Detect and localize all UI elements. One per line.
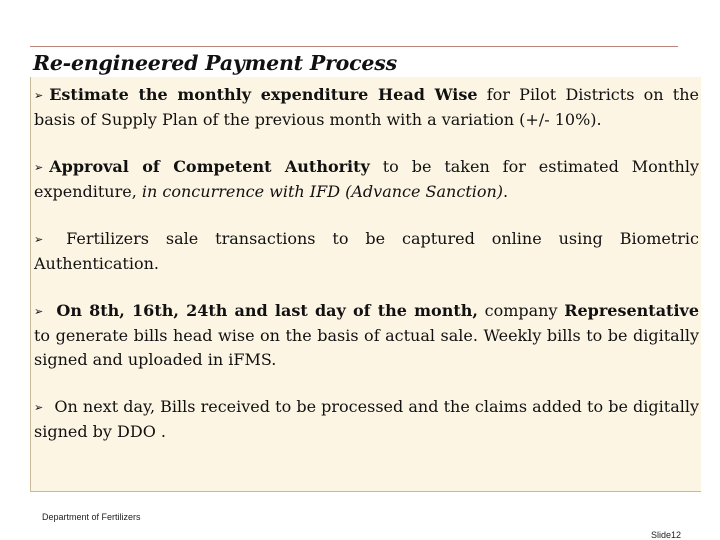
bullet-5-text: On next day, Bills received to be processed and the claims added to be digitally signed by DDO . bbox=[34, 397, 699, 441]
bullet-4-text2: to generate bills head wise on the basis of actual sale. Weekly bills to be digitally signed and uploaded in bbox=[34, 326, 699, 369]
arrow-bullet-icon: ➢ bbox=[34, 305, 44, 318]
arrow-bullet-icon: ➢ bbox=[34, 401, 44, 414]
arrow-bullet-icon: ➢ bbox=[34, 233, 44, 246]
footer-department: Department of Fertilizers bbox=[42, 512, 141, 522]
title-rule bbox=[30, 46, 678, 47]
bullet-3-text: Fertilizers sale transactions to be captured online using Biometric Authentication. bbox=[34, 229, 699, 273]
bullet-1 bbox=[34, 83, 699, 132]
bullet-2-bold: Approval of Competent Authority bbox=[49, 157, 370, 176]
bullet-2-end: . bbox=[503, 182, 509, 201]
bullet-1-text: for Pilot Districts on the basis of Supply Plan of the previous month with a variation (+/- 10%). bbox=[34, 85, 699, 129]
bullet-4-bold: Representative bbox=[564, 301, 699, 320]
bullet-4-lead-bold: On 8th, 16th, 24th and last day of the month, bbox=[49, 301, 478, 320]
bullet-2-text: to be taken for estimated Monthly expenditure, bbox=[34, 157, 699, 201]
bullet-2-italic: in concurrence with IFD (Advance Sanction) bbox=[141, 182, 504, 201]
bullet-4-end: . bbox=[271, 350, 277, 369]
slide-number: Slide12 bbox=[651, 530, 682, 540]
bullet-4-text: company bbox=[477, 301, 565, 320]
slide-title: Re-engineered Payment Process bbox=[33, 51, 397, 75]
bullet-4-bold2: iFMS bbox=[228, 350, 272, 369]
arrow-bullet-icon: ➢ bbox=[34, 161, 44, 174]
content-box bbox=[30, 77, 701, 492]
bullet-4 bbox=[34, 299, 699, 372]
arrow-bullet-icon: ➢ bbox=[34, 89, 44, 102]
bullet-3 bbox=[34, 227, 699, 276]
bullet-1-bold: Estimate the monthly expenditure Head Wise bbox=[49, 85, 478, 104]
bullet-2 bbox=[34, 155, 699, 204]
bullet-5 bbox=[34, 395, 699, 444]
